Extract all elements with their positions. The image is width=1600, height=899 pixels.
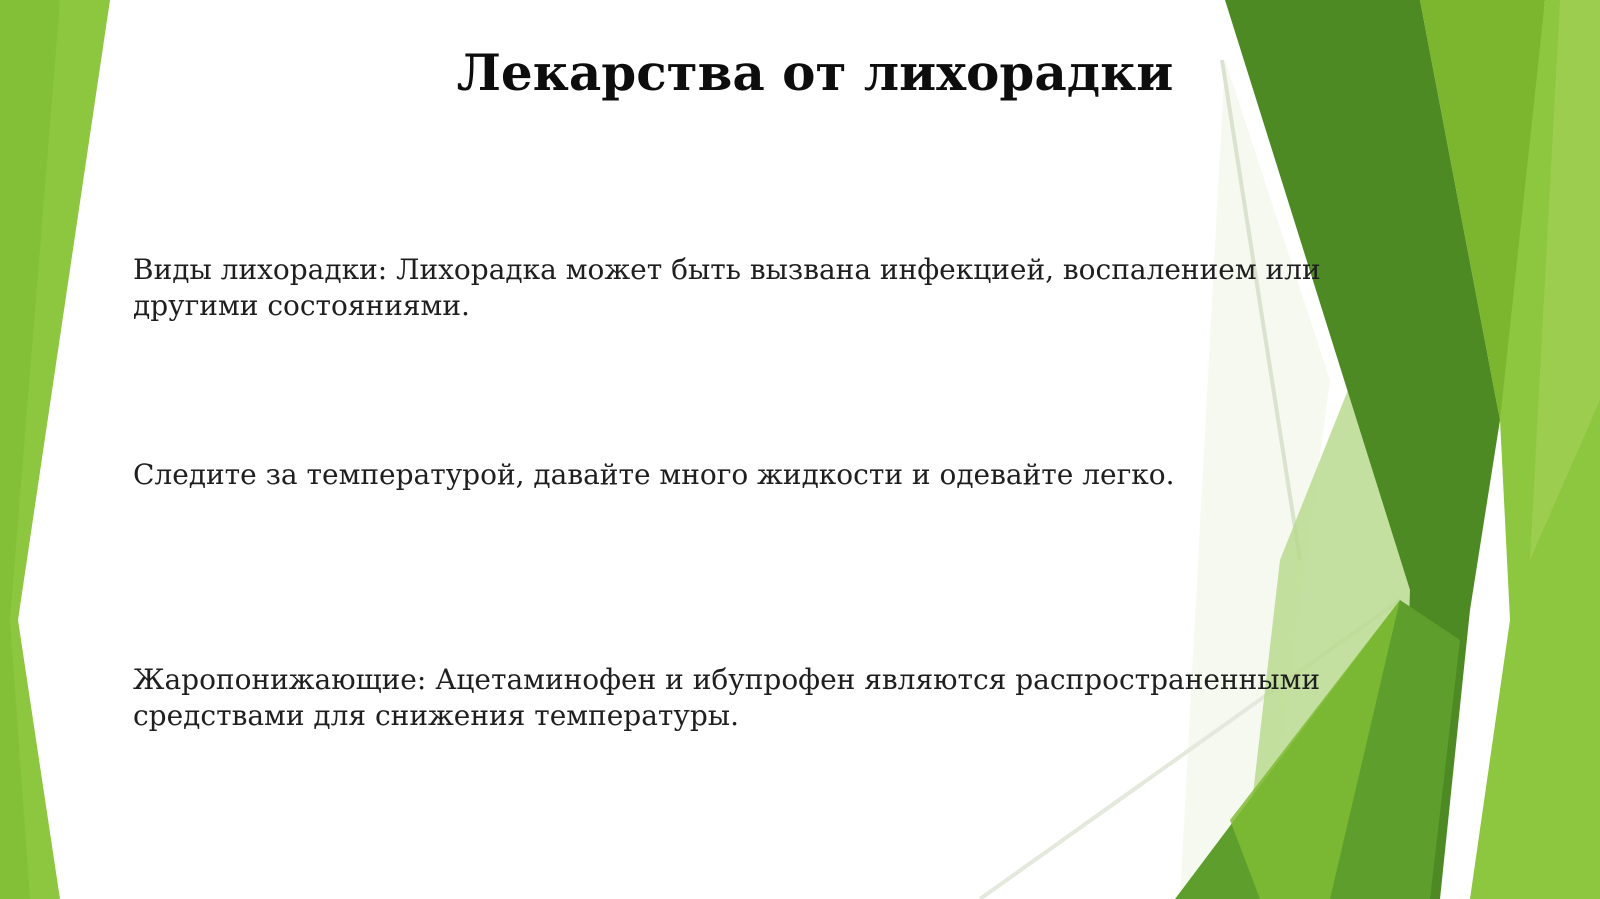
paragraph-antipyretics: Жаропонижающие: Ацетаминофен и ибупрофен являются распространенными средствами для снижения температуры. [133, 663, 1321, 732]
paragraph-care-advice: Следите за температурой, давайте много жидкости и одевайте легко. [133, 458, 1175, 491]
paragraph-fever-types: Виды лихорадки: Лихорадка может быть вызвана инфекцией, воспалением или другими состояниями. [133, 253, 1321, 322]
slide-title: Лекарства от лихорадки [456, 43, 1174, 102]
